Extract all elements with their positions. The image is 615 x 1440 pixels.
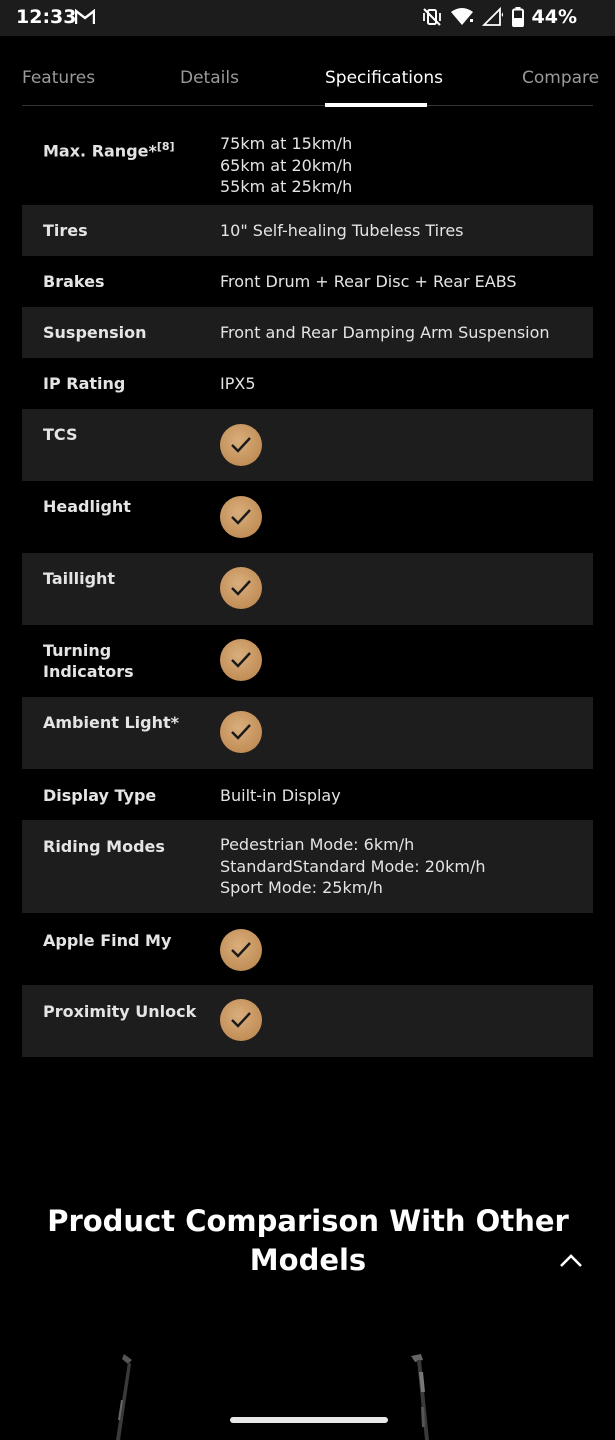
- gmail-icon: [75, 9, 95, 25]
- section-tabs: [0, 36, 615, 106]
- status-bar: [0, 0, 615, 36]
- footnote-ref[interactable]: [8]: [156, 140, 175, 153]
- spec-value: Pedestrian Mode: 6km/h StandardStandard Mode: 20km/h Sport Mode: 25km/h: [220, 835, 486, 897]
- spec-label: Suspension: [43, 323, 147, 342]
- check-icon: [220, 711, 262, 753]
- check-icon: [220, 424, 262, 466]
- tabs-divider: [22, 105, 593, 106]
- spec-label: Display Type: [43, 786, 157, 805]
- spec-row-ip-rating: [22, 358, 593, 409]
- battery-percent: 44%: [531, 6, 577, 28]
- check-icon: [220, 999, 262, 1041]
- spec-label: Max. Range*[8]: [43, 140, 175, 161]
- spec-row-apple-find-my: [22, 913, 593, 985]
- active-tab-indicator: [325, 103, 427, 107]
- spec-value: Front and Rear Damping Arm Suspension: [220, 323, 550, 342]
- spec-label: TCS: [43, 425, 78, 444]
- spec-label: Apple Find My: [43, 931, 172, 950]
- spec-label: Taillight: [43, 569, 116, 588]
- spec-value: 10" Self-healing Tubeless Tires: [220, 221, 464, 240]
- spec-value: 75km at 15km/h 65km at 20km/h 55km at 25km/h: [220, 134, 353, 196]
- spec-row-max-range: [22, 113, 593, 205]
- spec-row-suspension: [22, 307, 593, 358]
- vibrate-off-icon: [422, 7, 442, 27]
- spec-row-proximity-unlock: [22, 985, 593, 1057]
- spec-label: Headlight: [43, 497, 131, 516]
- wifi-icon: [450, 7, 474, 27]
- check-icon: [220, 929, 262, 971]
- spec-value: Built-in Display: [220, 786, 341, 805]
- spec-row-tires: [22, 205, 593, 256]
- scooter-image-left: [108, 1350, 138, 1440]
- tab-compare[interactable]: Compare: [522, 68, 600, 88]
- status-time: 12:33: [16, 6, 77, 28]
- scooter-image-right: [403, 1352, 433, 1440]
- tab-details[interactable]: Details: [180, 68, 239, 88]
- comparison-heading: Product Comparison With Other Models: [47, 1204, 569, 1277]
- spec-label: Proximity Unlock: [43, 1002, 197, 1021]
- check-icon: [220, 496, 262, 538]
- tab-specifications[interactable]: Specifications: [325, 68, 444, 88]
- battery-icon: [512, 7, 524, 27]
- signal-icon: [482, 7, 504, 27]
- spec-label: Brakes: [43, 272, 105, 291]
- spec-row-taillight: [22, 553, 593, 625]
- spec-row-headlight: [22, 481, 593, 553]
- spec-value: Front Drum + Rear Disc + Rear EABS: [220, 272, 517, 291]
- spec-value: IPX5: [220, 374, 256, 393]
- spec-row-ambient-light: [22, 697, 593, 769]
- spec-row-riding-modes: [22, 820, 593, 913]
- spec-row-display-type: [22, 769, 593, 820]
- specifications-table: [22, 113, 593, 1057]
- check-icon: [220, 639, 262, 681]
- spec-label: Ambient Light*: [43, 713, 179, 732]
- spec-row-brakes: [22, 256, 593, 307]
- spec-label: Riding Modes: [43, 837, 165, 856]
- tab-features[interactable]: Features: [22, 68, 96, 88]
- scroll-to-top-chevron-icon[interactable]: [556, 1250, 586, 1272]
- spec-label: Turning Indicators: [43, 641, 134, 681]
- spec-row-tcs: [22, 409, 593, 481]
- spec-label: IP Rating: [43, 374, 126, 393]
- spec-label: Tires: [43, 221, 88, 240]
- home-indicator[interactable]: [230, 1417, 388, 1423]
- check-icon: [220, 567, 262, 609]
- spec-row-turning-indicators: [22, 625, 593, 697]
